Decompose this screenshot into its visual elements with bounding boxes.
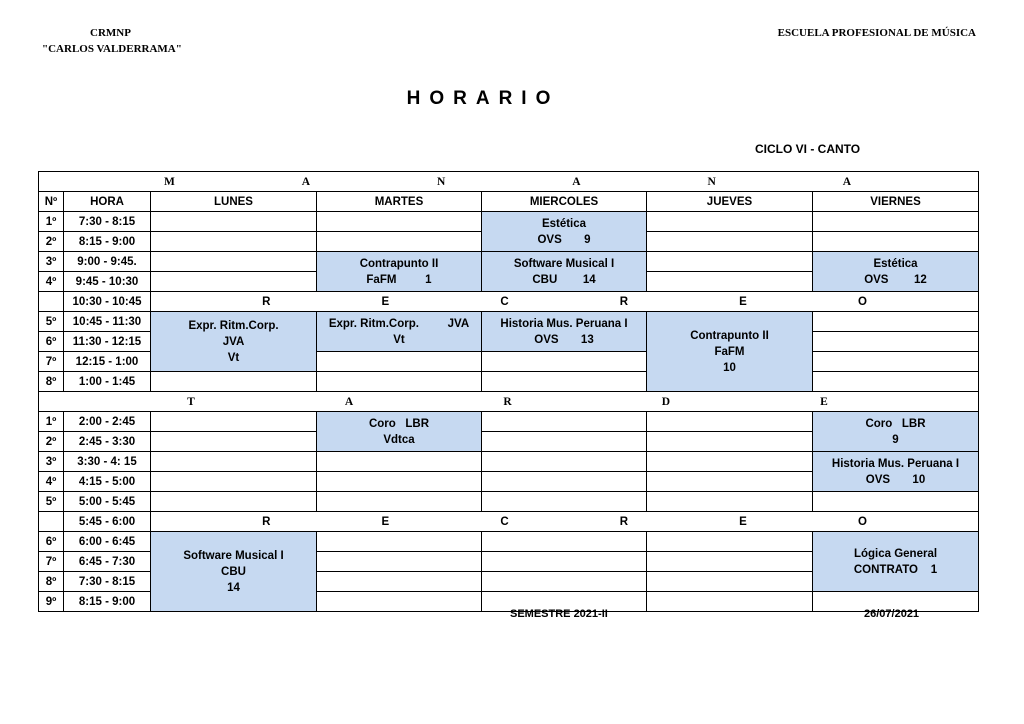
time-slot: 10:45 - 11:30 [64,312,151,332]
course-logica [813,532,979,592]
time-slot: 8:15 - 9:00 [64,592,151,612]
course-line: OVS 12 [864,273,927,286]
empty-cell [647,492,813,512]
time-slot: 5:45 - 6:00 [64,512,151,532]
empty-cell [317,232,482,252]
semester-label: SEMESTRE 2021-II [510,608,608,620]
table-row [39,312,979,332]
time-slot: 4:15 - 5:00 [64,472,151,492]
page-title: HORARIO [406,88,560,109]
break-label [151,296,978,308]
empty-cell [482,432,647,452]
course-line: Expr. Ritm.Corp. [188,319,279,332]
table-row [39,412,979,432]
table-row [39,212,979,232]
letter: E [820,395,830,408]
letter: O [857,295,867,308]
letter: E [381,515,390,528]
course-line: Coro LBR [368,417,430,430]
empty-cell [317,372,482,392]
course-coro [813,412,979,452]
table-row [39,532,979,552]
course-line: 14 [227,581,240,594]
letter: E [381,295,390,308]
column-header: MARTES [317,192,482,212]
table-row [39,172,979,192]
empty-cell [813,372,979,392]
empty-cell [317,492,482,512]
course-line: Expr. Ritm.Corp. JVA [328,317,470,330]
empty-cell [317,572,482,592]
date-label: 26/07/2021 [864,608,920,620]
period-number: 2º [39,232,64,252]
empty-cell [151,492,317,512]
course-line: Contrapunto II [359,257,439,270]
column-header: HORA [64,192,151,212]
empty-cell [647,592,813,612]
course-line: Software Musical I [183,549,284,562]
period-number: 4º [39,472,64,492]
empty-cell [813,212,979,232]
empty-cell [151,232,317,252]
course-line: OVS 13 [534,333,594,346]
course-estetica [482,212,647,252]
empty-cell [151,452,317,472]
letter: A [301,175,313,188]
course-line: Software Musical I [513,257,615,270]
course-historia [813,452,979,492]
course-line: Estética [873,257,918,270]
course-expr-ritm [317,312,482,352]
empty-cell [482,492,647,512]
period-number: 8º [39,372,64,392]
time-slot: 2:00 - 2:45 [64,412,151,432]
time-slot: 7:30 - 8:15 [64,212,151,232]
course-line: Lógica General [853,547,938,560]
period-number: 7º [39,552,64,572]
period-number: 1º [39,412,64,432]
period-number: 9º [39,592,64,612]
time-slot: 6:45 - 7:30 [64,552,151,572]
letter: N [436,175,448,188]
empty-cell [317,552,482,572]
letter: A [572,175,583,188]
empty-cell [317,352,482,372]
empty-cell [647,452,813,472]
course-line: Historia Mus. Peruana I [500,317,628,330]
empty-cell [647,232,813,252]
period-number: 5º [39,312,64,332]
empty-cell [317,592,482,612]
cycle-label: CICLO VI - CANTO [755,142,861,156]
letter: R [619,295,629,308]
course-line: FaFM [714,345,745,358]
section-label [39,176,978,188]
course-line: 10 [723,361,736,374]
empty-cell [482,372,647,392]
empty-cell [647,552,813,572]
empty-cell [151,432,317,452]
empty-cell [813,312,979,332]
table-row [39,252,979,272]
empty-cell [151,412,317,432]
course-line: Contrapunto II [690,329,769,342]
empty-cell [151,212,317,232]
period-number: 6º [39,332,64,352]
course-line: Vdtca [383,433,415,446]
institution-name: "CARLOS VALDERRAMA" [42,43,182,55]
course-line: OVS 10 [865,473,926,486]
time-slot: 8:15 - 9:00 [64,232,151,252]
letter: R [619,515,629,528]
course-line: Vt [393,333,405,346]
course-software [151,532,317,612]
period-number: 2º [39,432,64,452]
period-number: 4º [39,272,64,292]
table-row [39,192,979,212]
empty-cell [151,472,317,492]
period-number: 3º [39,452,64,472]
letter: D [661,395,673,408]
period-number: 3º [39,252,64,272]
empty-cell [317,212,482,232]
letter: T [187,395,197,408]
time-slot: 11:30 - 12:15 [64,332,151,352]
empty-cell [647,272,813,292]
break-row [151,512,979,532]
table-row [39,392,979,412]
empty-cell [317,472,482,492]
empty-cell [647,432,813,452]
letter: R [262,295,271,308]
empty-cell [647,472,813,492]
letter: E [739,515,747,528]
section-afternoon [39,392,979,412]
empty-cell [317,532,482,552]
time-slot: 12:15 - 1:00 [64,352,151,372]
course-estetica [813,252,979,292]
course-expr-ritm [151,312,317,372]
course-line: Estética [541,217,587,230]
empty-cell [647,412,813,432]
period-number: 7º [39,352,64,372]
course-line: FaFM 1 [366,273,432,286]
time-slot: 5:00 - 5:45 [64,492,151,512]
empty-cell [647,572,813,592]
empty-cell [647,252,813,272]
empty-cell [482,472,647,492]
period-number: 1º [39,212,64,232]
empty-cell [482,552,647,572]
empty-cell [813,332,979,352]
letter: R [262,515,271,528]
table-row [39,492,979,512]
break-label [151,516,978,528]
letter: C [500,515,509,528]
table-row [39,452,979,472]
course-line: Coro LBR [865,417,926,430]
empty-cell [39,512,64,532]
column-header: Nº [39,192,64,212]
time-slot: 9:00 - 9:45. [64,252,151,272]
course-coro [317,412,482,452]
column-header: MIERCOLES [482,192,647,212]
empty-cell [813,232,979,252]
time-slot: 3:30 - 4: 15 [64,452,151,472]
letter: O [857,515,867,528]
empty-cell [482,452,647,472]
period-number: 6º [39,532,64,552]
empty-cell [151,372,317,392]
course-line: Vt [227,351,240,364]
letter: C [500,295,509,308]
empty-cell [151,272,317,292]
empty-cell [39,292,64,312]
time-slot: 6:00 - 6:45 [64,532,151,552]
letter: A [344,395,356,408]
empty-cell [813,352,979,372]
letter: M [163,175,177,188]
empty-cell [813,492,979,512]
letter: R [503,395,514,408]
course-line: CBU 14 [532,273,596,286]
table-row [39,512,979,532]
period-number: 5º [39,492,64,512]
empty-cell [151,252,317,272]
course-line: CBU [221,565,246,578]
empty-cell [482,352,647,372]
empty-cell [482,412,647,432]
letter: A [842,175,854,188]
section-morning [39,172,979,192]
column-header: LUNES [151,192,317,212]
time-slot: 1:00 - 1:45 [64,372,151,392]
time-slot: 7:30 - 8:15 [64,572,151,592]
letter: E [739,295,747,308]
break-row [151,292,979,312]
school-name: ESCUELA PROFESIONAL DE MÚSICA [777,27,976,39]
column-header: JUEVES [647,192,813,212]
period-number: 8º [39,572,64,592]
course-historia [482,312,647,352]
time-slot: 9:45 - 10:30 [64,272,151,292]
course-line: OVS 9 [537,233,591,246]
time-slot: 10:30 - 10:45 [64,292,151,312]
letter: N [707,175,718,188]
institution-acronym: CRMNP [90,27,131,39]
empty-cell [647,212,813,232]
course-software [482,252,647,292]
empty-cell [647,532,813,552]
course-line: Historia Mus. Peruana I [831,457,960,470]
course-contrapunto [647,312,813,392]
course-line: CONTRATO 1 [853,563,938,576]
time-slot: 2:45 - 3:30 [64,432,151,452]
course-line: 9 [892,433,899,446]
table-row [39,292,979,312]
table-row [39,372,979,392]
empty-cell [482,532,647,552]
course-line: JVA [222,335,245,348]
schedule-table [38,171,979,612]
course-contrapunto [317,252,482,292]
empty-cell [317,452,482,472]
empty-cell [482,572,647,592]
column-header: VIERNES [813,192,979,212]
section-label [39,396,978,408]
